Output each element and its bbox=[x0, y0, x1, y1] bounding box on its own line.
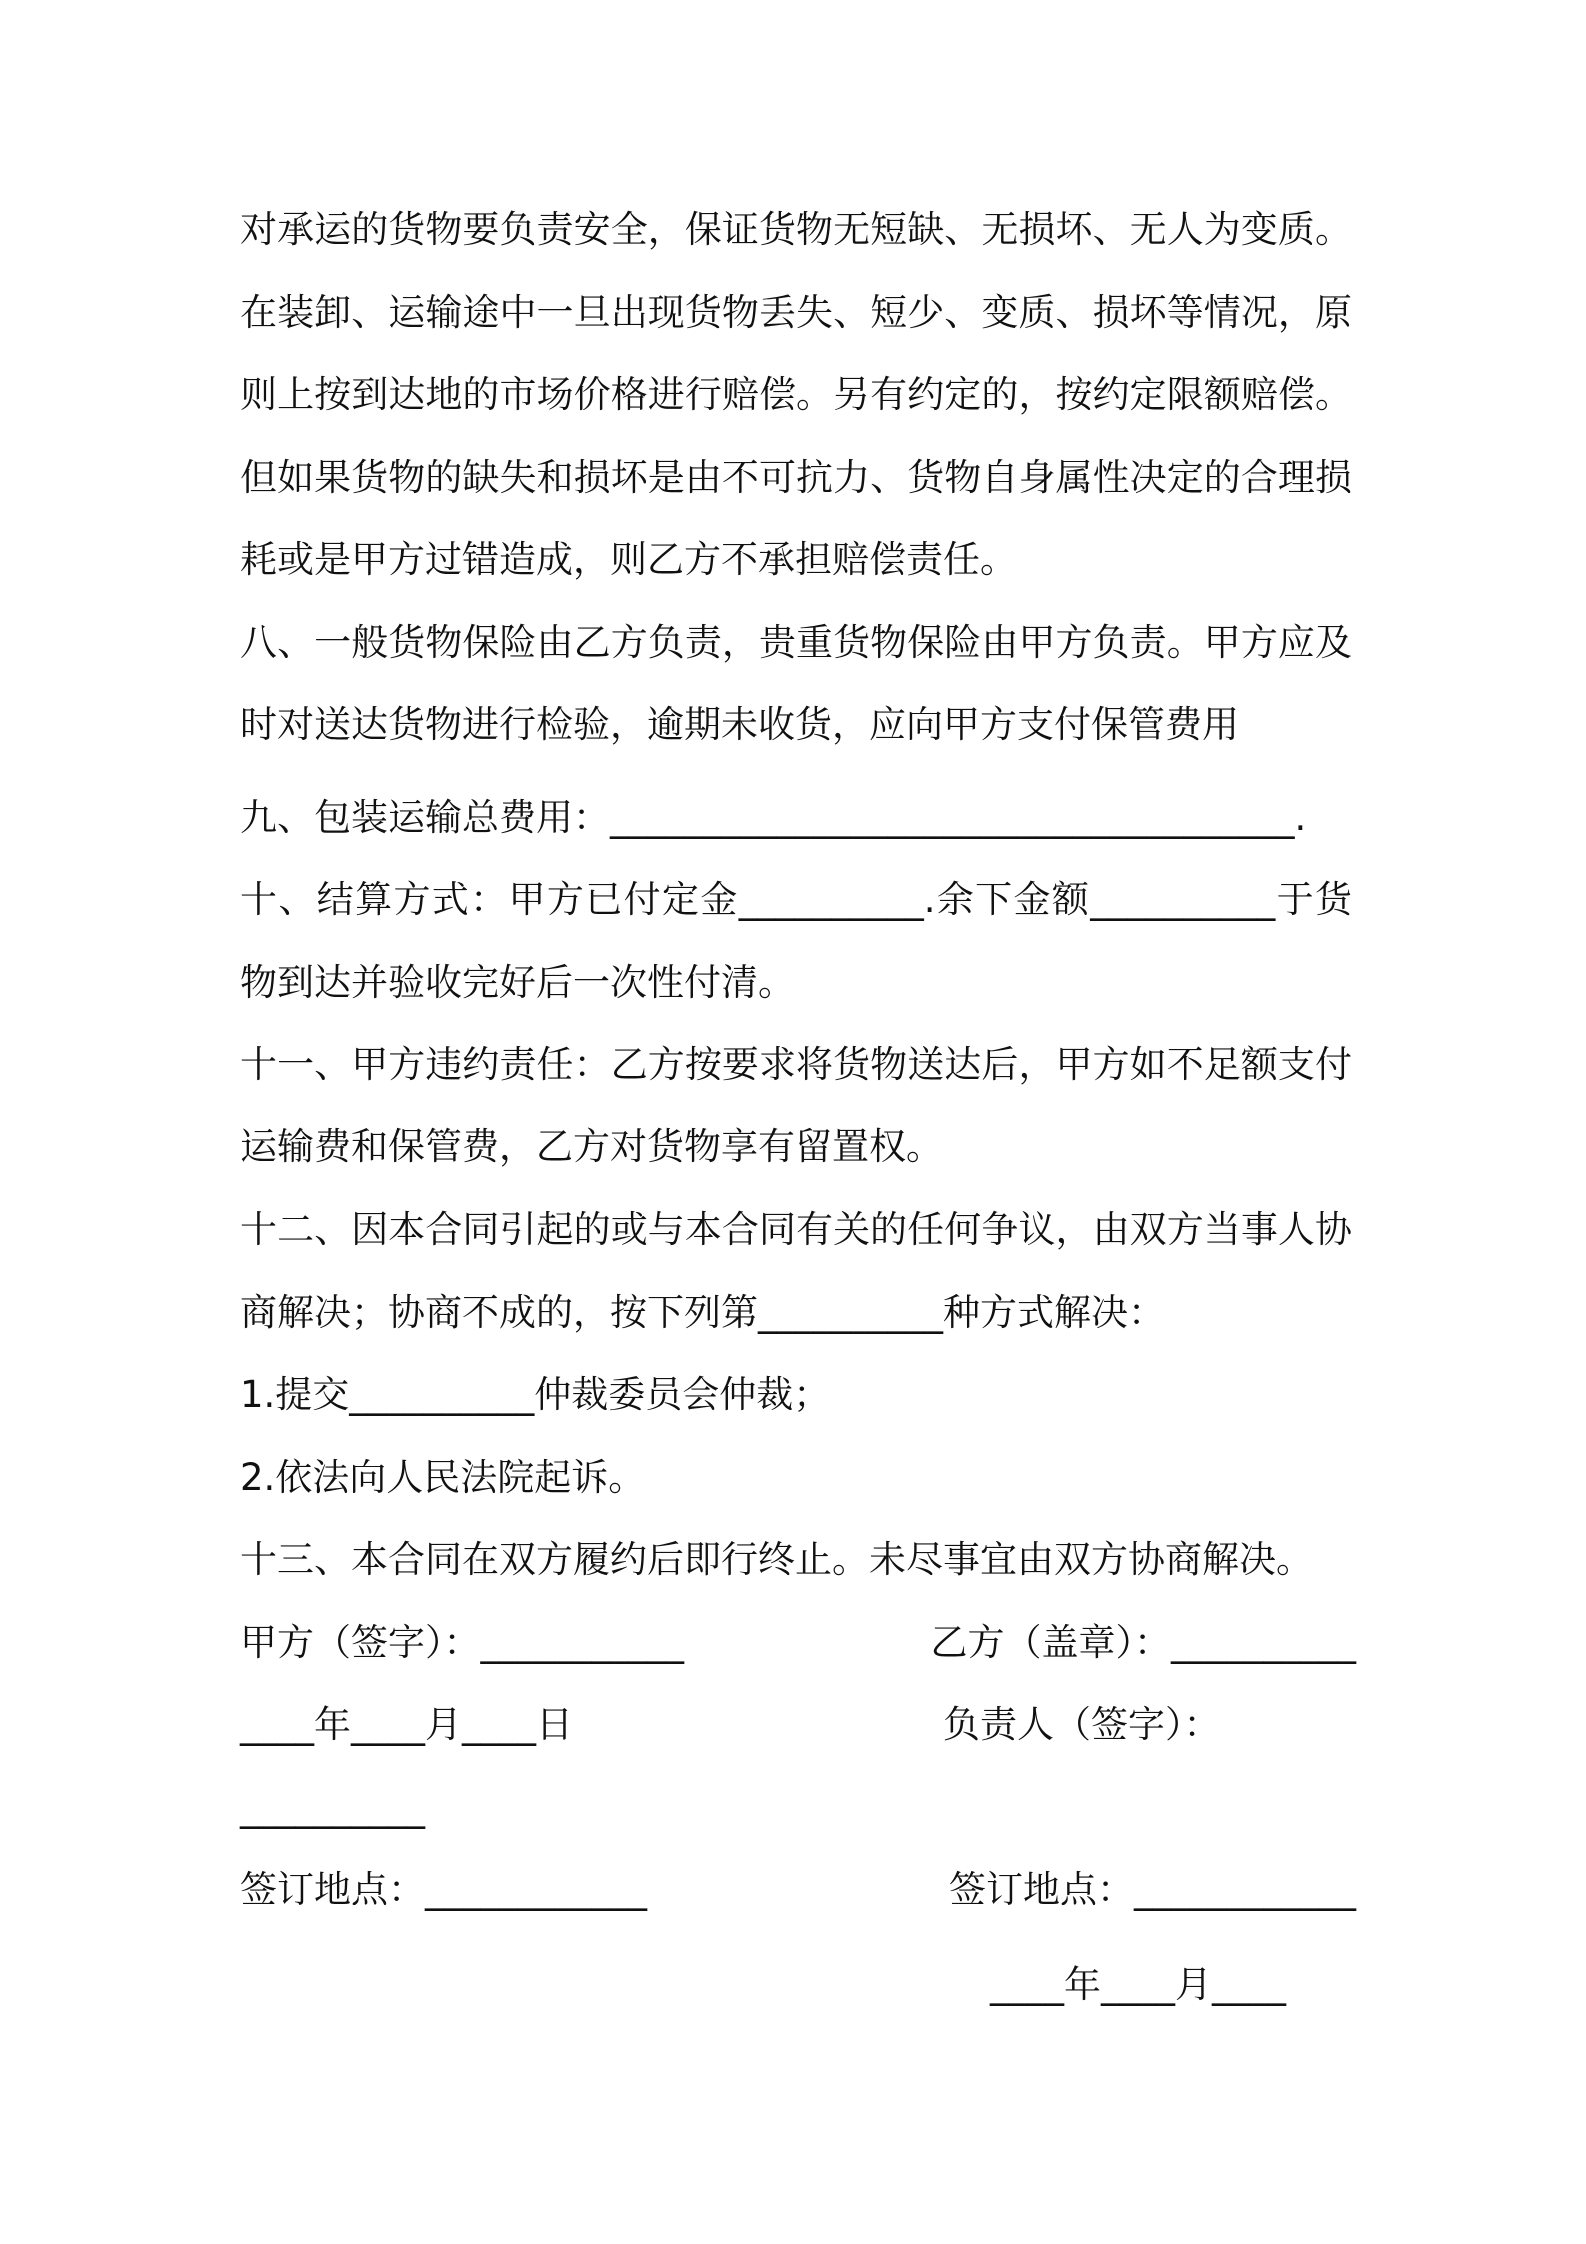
clause-10-line-2: 物到达并验收完好后一次性付清。 bbox=[240, 961, 795, 1004]
clause-8-line-2: 时对送达货物进行检验，逾期未收货，应向甲方支付保管费用 bbox=[240, 703, 1239, 746]
clause-9-line: 九、包装运输总费用：_____________________________________. bbox=[240, 796, 1307, 839]
clause-13-line: 十三、本合同在双方履约后即行终止。未尽事宜由双方协商解决。 bbox=[240, 1538, 1313, 1581]
paragraph-7-line-1: 对承运的货物要负责安全，保证货物无短缺、无损坏、无人为变质。 bbox=[240, 208, 1352, 251]
party-b-responsible-person: 负责人（签字）： bbox=[943, 1703, 1221, 1746]
clause-11-line-2: 运输费和保管费，乙方对货物享有留置权。 bbox=[240, 1125, 943, 1168]
party-a-signing-place: 签订地点：____________ bbox=[240, 1868, 647, 1911]
party-b-seal: 乙方（盖章）：__________ bbox=[930, 1621, 1356, 1664]
clause-12-option-1: 1.提交__________仲裁委员会仲裁； bbox=[240, 1373, 831, 1416]
signature-blank-line: __________ bbox=[240, 1786, 425, 1829]
party-b-signing-place: 签订地点：____________ bbox=[949, 1868, 1356, 1911]
paragraph-7-line-5: 耗或是甲方过错造成，则乙方不承担赔偿责任。 bbox=[240, 538, 1017, 581]
party-b-date: ____年____月____ bbox=[990, 1963, 1286, 2006]
clause-8-line-1: 八、一般货物保险由乙方负责，贵重货物保险由甲方负责。甲方应及 bbox=[240, 621, 1352, 664]
clause-12-option-2: 2.依法向人民法院起诉。 bbox=[240, 1456, 646, 1499]
paragraph-7-line-2: 在装卸、运输途中一旦出现货物丢失、短少、变质、损坏等情况，原 bbox=[240, 291, 1352, 334]
party-a-date: ____年____月____日 bbox=[240, 1703, 573, 1746]
clause-10-line-1: 十、结算方式：甲方已付定金__________.余下金额__________于货 bbox=[240, 878, 1352, 921]
clause-12-line-1: 十二、因本合同引起的或与本合同有关的任何争议，由双方当事人协 bbox=[240, 1208, 1352, 1251]
clause-12-line-2: 商解决；协商不成的，按下列第__________种方式解决： bbox=[240, 1291, 1165, 1334]
clause-11-line-1: 十一、甲方违约责任：乙方按要求将货物送达后，甲方如不足额支付 bbox=[240, 1043, 1352, 1086]
paragraph-7-line-4: 但如果货物的缺失和损坏是由不可抗力、货物自身属性决定的合理损 bbox=[240, 456, 1352, 499]
paragraph-7-line-3: 则上按到达地的市场价格进行赔偿。另有约定的，按约定限额赔偿。 bbox=[240, 373, 1352, 416]
party-a-signature: 甲方（签字）：___________ bbox=[240, 1621, 684, 1664]
